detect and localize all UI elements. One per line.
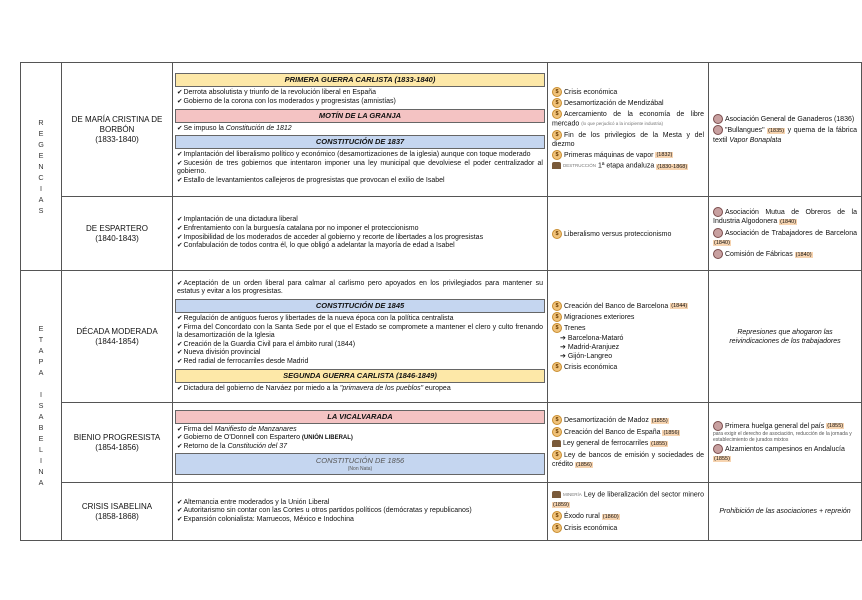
period-letter: T [38,335,44,344]
period-letter: N [38,467,44,476]
money-icon: $ [552,229,562,239]
period-label [21,323,61,488]
table-row [21,63,862,197]
money-icon: $ [552,312,562,322]
bullet: ✔ Enfrentamiento con la burguesía catalana por no imponer el proteccionismo [177,225,543,234]
people-icon [713,207,723,217]
money-icon: $ [552,427,562,437]
political-cell [173,403,548,483]
period-letter: P [38,357,44,366]
soc-item: Represiones que ahogaron las reivindicaciones de los trabajadores [729,328,841,345]
bullet: ✔ Autoritarismo sin contar con las Cortes u otros partidos políticos (demócratas y republicanos) [177,507,543,516]
bullet: ✔ Aceptación de un orden liberal para calmar al carlismo pero apoyados en los privilegiados para mantener su estatus y evitar a los progresistas. [177,280,543,297]
eco-item: $ Fin de los privilegios de la Mesta y del diezmo [552,131,704,148]
reign-title: DE ESPARTERO [86,223,148,233]
bullet-list [175,124,545,135]
period-regencias [21,63,62,271]
bullet: ✔ Nueva división provincial [177,349,543,358]
bullet-list [175,88,545,107]
period-letter: E [38,129,44,138]
soc-item: Asociación de Trabajadores de Barcelona (1840) [714,229,857,247]
bullet: ✔ Red radial de ferrocarriles desde Madrid [177,358,543,367]
money-icon: $ [552,301,562,311]
bullet: ✔ Sucesión de tres gobiernos que intentaron imponer una ley municipal que devolviese el poder centralizador al gobierno. [177,160,543,177]
economic-cell [548,403,709,483]
political-cell [173,271,548,403]
eco-item: $ Crisis económica [552,523,704,533]
period-letter: I [40,184,42,193]
eco-subitem: ➔ Gijón-Langreo [560,353,613,361]
money-icon: $ [552,450,562,460]
bullet: ✔ Retorno de la Constitución del 37 [177,443,543,452]
money-icon: $ [552,98,562,108]
bullet-list [175,314,545,368]
bullet: ✔ Estallo de levantamientos callejeros de progresistas que provocan el exilio de Isabel [177,177,543,186]
reign-title: DE MARÍA CRISTINA DE BORBÓN [71,114,163,134]
bullet-list [175,498,545,526]
period-letter: N [38,162,44,171]
money-icon: $ [552,87,562,97]
economic-cell [548,271,709,403]
political-cell [173,63,548,197]
reign-title: CRISIS ISABELINA [81,501,153,511]
period-letter: A [38,195,44,204]
eco-item: $ Crisis económica [552,87,704,97]
period-letter: A [38,346,44,355]
reign-name [62,483,173,541]
eco-item: $ Ley de bancos de emisión y sociedades de crédito (1856) [552,451,704,468]
bullet-list [175,425,545,453]
period-letter: L [39,445,43,454]
section-header: CONSTITUCIÓN DE 1856 (Non Nata) [175,453,545,475]
period-letter: I [40,390,42,399]
eco-item: $ Creación del Banco de España (1856) [552,427,704,438]
money-icon: $ [552,323,562,333]
eco-item: DESTRUCCIÓN 1ª etapa andaluza (1830-1868) [552,161,704,171]
soc-item: Alzamientos campesinos en Andalucía (1855) [714,446,845,463]
eco-item: $ Liberalismo versus proteccionismo [552,229,704,239]
money-icon: $ [552,362,562,372]
people-icon [713,228,723,238]
period-isabelina [21,271,62,541]
period-label [21,117,61,216]
people-icon [713,114,723,124]
section-header: CONSTITUCIÓN DE 1845 [175,299,545,313]
bullet-list [175,150,545,186]
money-icon: $ [552,150,562,160]
bullet: ✔ Regulación de antiguos fueros y libertades de la nueva época con la política centralista [177,315,543,324]
period-letter: E [38,434,44,443]
period-letter: S [38,401,44,410]
reign-title: DÉCADA MODERADA [76,326,158,336]
reign-years: (1858-1868) [95,511,139,521]
bullet-list [175,215,545,251]
industry-icon [552,162,561,169]
people-icon [713,444,723,454]
reign-name [62,403,173,483]
period-letter: G [38,140,44,149]
soc-item: Comisión de Fábricas (1840) [713,249,857,260]
bullet: ✔ Implantación del liberalismo político y económico (desamortizaciones de la iglesia) aunque con toque moderado [177,151,543,160]
social-cell [709,63,862,197]
eco-subitem: ➔ Barcelona-Mataró [560,335,624,343]
period-letter: A [38,368,44,377]
period-letter: S [38,206,44,215]
bullet-list [175,279,545,298]
reign-name [62,63,173,197]
bullet: ✔ Firma del Manifiesto de Manzanares [177,426,543,435]
bullet: ✔ Firma del Concordato con la Santa Sede por el que el Estado se compromete a mantener el clero y culto frenando la desamortización de la Iglesia [177,324,543,341]
economic-cell [548,197,709,271]
section-header: CONSTITUCIÓN DE 1837 [175,135,545,149]
bullet: ✔ Se impuso la Constitución de 1812 [177,125,543,134]
reign-years: (1854-1856) [95,442,139,452]
money-icon: $ [552,511,562,521]
social-cell [709,197,862,271]
eco-item: $ Desamortización de Mendizábal [552,98,704,108]
bullet: ✔ Imposibilidad de los moderados de acceder al gobierno y recorte de libertades a los progresistas [177,234,543,243]
reign-title: BIENIO PROGRESISTA [73,432,161,442]
political-cell [173,197,548,271]
political-cell [173,483,548,541]
economic-cell [548,63,709,197]
eco-item: $ Éxodo rural (1860) [552,511,704,522]
period-letter: B [38,423,44,432]
reign-name [62,271,173,403]
money-icon: $ [552,415,562,425]
eco-item: $ Migraciones exteriores [552,312,704,322]
bullet: ✔ Alternancia entre moderados y la Unión Liberal [177,499,543,508]
table-row [21,271,862,403]
bullet: ✔ Dictadura del gobierno de Narváez por miedo a la "primavera de los pueblos" europea [177,385,543,394]
bullet: ✔ Gobierno de la corona con los moderados y progresistas (amnistías) [177,98,543,107]
eco-subitem: ➔ Madrid-Aranjuez [560,344,620,352]
eco-item: $ Primeras máquinas de vapor (1832) [552,150,704,161]
soc-item: Prohibición de las asociaciones + repreión [719,508,851,515]
period-letter: A [38,412,44,421]
period-letter [21,378,61,389]
section-header: SEGUNDA GUERRA CARLISTA (1846-1849) [175,369,545,383]
money-icon: $ [552,130,562,140]
section-header: PRIMERA GUERRA CARLISTA (1833-1840) [175,73,545,87]
period-letter: I [40,456,42,465]
section-header: MOTÍN DE LA GRANJA [175,109,545,123]
people-icon [713,249,723,259]
period-letter: C [38,173,44,182]
people-icon [713,421,723,431]
table-row [21,403,862,483]
history-table [20,62,862,541]
bullet: ✔ Confabulación de todos contra él, lo que obligó a adelantar la mayoría de edad a Isabel [177,242,543,251]
table-row [21,483,862,541]
period-letter: R [38,118,44,127]
bullet: ✔ Expansión colonialista: Marruecos, México e Indochina [177,516,543,525]
eco-item: $ Trenes [552,323,704,333]
period-letter: E [38,151,44,160]
bullet: ✔ Implantación de una dictadura liberal [177,216,543,225]
eco-item: $ Crisis económica [552,362,704,372]
eco-item: Ley general de ferrocarriles (1855) [552,439,704,449]
social-cell [709,483,862,541]
bullet: ✔ Derrota absolutista y triunfo de la revolución liberal en España [177,89,543,98]
soc-item: Asociación General de Ganaderos (1836) [713,114,857,124]
social-cell [709,271,862,403]
table-row [21,197,862,271]
reign-years: (1840-1843) [95,233,139,243]
money-icon: $ [552,523,562,533]
soc-item: Asociación Mutua de Obreros de la Industria Algodonera (1840) [713,208,857,226]
eco-item: $ Creación del Banco de Barcelona (1844) [552,301,704,312]
economic-cell [548,483,709,541]
period-letter: E [38,324,44,333]
reign-years: (1844-1854) [95,336,139,346]
train-icon [552,440,561,447]
mining-icon [552,491,561,498]
bullet-list [175,384,545,395]
money-icon: $ [552,109,562,119]
people-icon [713,125,723,135]
soc-item: "Bullangues" (1835) y quema de la fábrica textil Vapor Bonaplata [713,126,857,144]
eco-item: MINERÍA Ley de liberalización del sector minero (1859) [553,491,704,508]
period-letter: A [38,478,44,487]
soc-item: Primera huelga general del país (1855) para exigir el derecho de asociación, reducción de la jornada y establecimiento de jurados mixtos [713,422,852,444]
eco-item: $ Acercamiento de la economía de libre mercado (lo que perjudicó a la incipiente industria) [552,111,704,128]
eco-item: $ Desamortización de Madoz (1855) [552,415,704,426]
section-header: LA VICALVARADA [175,410,545,424]
bullet: ✔ Gobierno de O'Donnell con Espartero (UNIÓN LIBERAL) [177,434,543,443]
bullet: ✔ Creación de la Guardia Civil para el ámbito rural (1844) [177,341,543,350]
social-cell [709,403,862,483]
reign-name [62,197,173,271]
reign-years: (1833-1840) [95,134,139,144]
